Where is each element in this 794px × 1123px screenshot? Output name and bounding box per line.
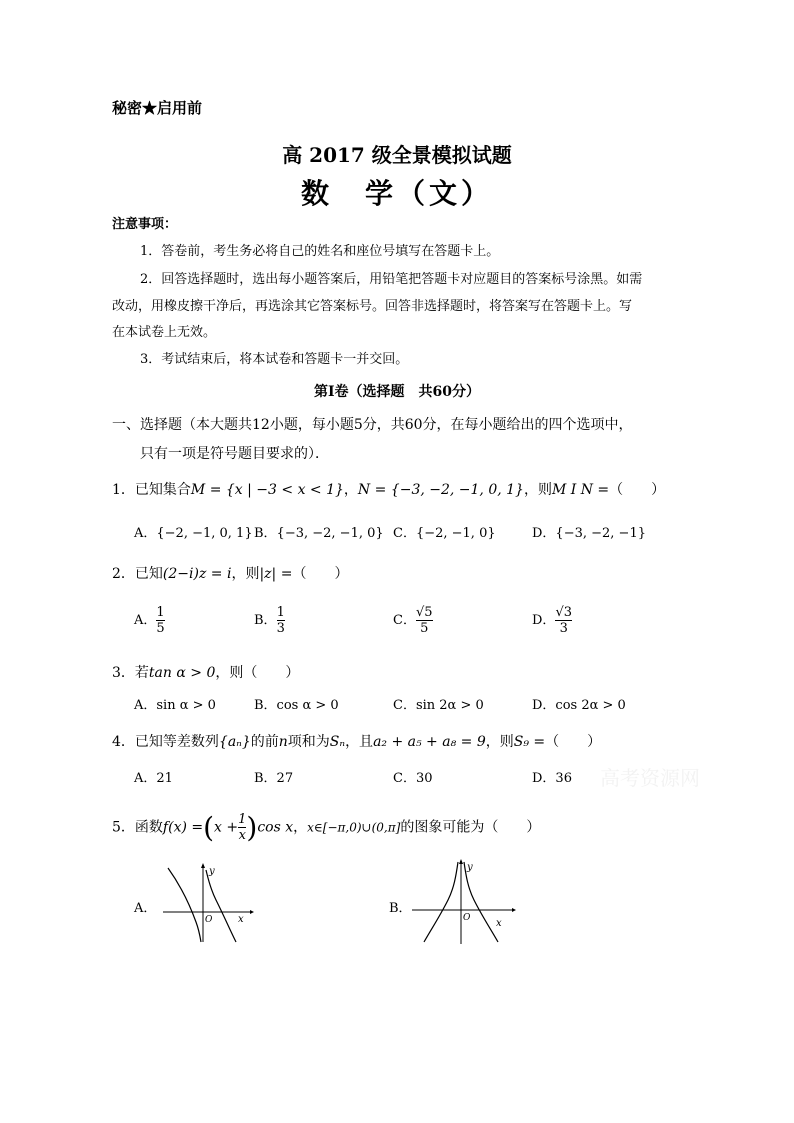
question-1-stem: 1．已知集合M = {x | −3 < x < 1}，N = {−3, −2, −1, 0, 1}，则M I N =（ ）	[112, 482, 666, 498]
q3-option-a[interactable]: A．sin α > 0	[134, 698, 216, 713]
x-axis-arrow	[512, 908, 516, 912]
origin-label: O	[205, 915, 213, 925]
set-n: N = {−3, −2, −1, 0, 1}	[357, 482, 524, 498]
watermark: 高考资源网	[600, 766, 700, 790]
curve-right	[464, 862, 498, 942]
origin-label: O	[463, 913, 471, 923]
q1-option-c[interactable]: C．{−2, −1, 0}	[393, 526, 496, 541]
y-label: y	[467, 862, 473, 873]
notice-item-2b: 改动，用橡皮擦干净后，再选涂其它答案标号。回答非选择题时，将答案写在答题卡上。写	[112, 299, 633, 314]
question-4-stem: 4．已知等差数列{aₙ}的前n项和为Sₙ，且a₂ + a₅ + a₈ = 9，则S₉ =（ ）	[112, 734, 602, 750]
section-intro-2: 只有一项是符号题目要求的）．	[140, 446, 329, 462]
q3-option-b[interactable]: B．cos α > 0	[254, 698, 339, 713]
curve-right	[206, 870, 236, 942]
q2-option-b[interactable]: B． $\frac{1}{3}$	[254, 605, 285, 636]
curve-left	[168, 868, 201, 942]
question-3-stem: 3．若tan α > 0，则（ ）	[112, 665, 300, 681]
q4-option-a[interactable]: A．21	[134, 771, 173, 786]
q5-graph-a	[158, 860, 258, 944]
notice-item-1: 1．答卷前，考生务必将自己的姓名和座位号填写在答题卡上。	[140, 244, 500, 259]
q4-option-b[interactable]: B．27	[254, 771, 294, 786]
q5-option-a[interactable]: A．	[134, 901, 157, 916]
intersection-expr: M I N =	[551, 482, 610, 498]
notice-item-2c: 在本试卷上无效。	[112, 325, 217, 340]
q4-option-c[interactable]: C．30	[393, 771, 433, 786]
curve-left	[424, 862, 458, 942]
y-label: y	[209, 866, 215, 877]
section-intro-1: 一、选择题（本大题共12小题，每小题5分，共60分，在每小题给出的四个选项中，	[112, 417, 633, 433]
q2-option-a[interactable]: A． $\frac{1}{5}$	[134, 605, 165, 636]
q5-graph-b	[408, 856, 520, 946]
q3-option-c[interactable]: C．sin 2α > 0	[393, 698, 484, 713]
q1-option-b[interactable]: B．{−3, −2, −1, 0}	[254, 526, 384, 541]
notice-item-3: 3．考试结束后，将本试卷和答题卡一并交回。	[140, 352, 409, 367]
question-5-stem: 5．函数f(x) =(x + $\frac{1}{x}$ )cos x，x∈[−π,0)∪(0,π]的图象可能为（ ）	[112, 811, 541, 844]
x-axis-arrow	[250, 910, 254, 914]
question-2-stem: 2．已知(2−i)z = i，则|z| =（ ）	[112, 566, 349, 582]
notice-heading: 注意事项：	[112, 217, 178, 232]
y-axis-arrow	[201, 863, 205, 868]
q1-option-a[interactable]: A．{−2, −1, 0, 1}	[134, 526, 253, 541]
subject-title: 数 学（文）	[300, 177, 493, 210]
section-title: 第Ⅰ卷（选择题 共60分）	[313, 384, 481, 400]
q4-option-d[interactable]: D．36	[532, 771, 572, 786]
x-label: x	[496, 918, 502, 929]
notice-item-2a: 2．回答选择题时，选出每小题答案后，用铅笔把答题卡对应题目的答案标号涂黑。如需	[140, 272, 643, 287]
q2-option-d[interactable]: D． $\frac{√3}{3}$	[532, 605, 572, 636]
q1-option-d[interactable]: D．{−3, −2, −1}	[532, 526, 646, 541]
q3-option-d[interactable]: D．cos 2α > 0	[532, 698, 626, 713]
exam-title: 高 2017 级全景模拟试题	[282, 143, 512, 167]
q5-option-b[interactable]: B．	[389, 901, 412, 916]
x-label: x	[238, 914, 244, 925]
set-m: M = {x | −3 < x < 1}	[190, 482, 344, 498]
y-axis-arrow	[459, 859, 463, 864]
q2-option-c[interactable]: C． $\frac{√5}{5}$	[393, 605, 433, 636]
confidential-label: 秘密★启用前	[112, 99, 203, 117]
